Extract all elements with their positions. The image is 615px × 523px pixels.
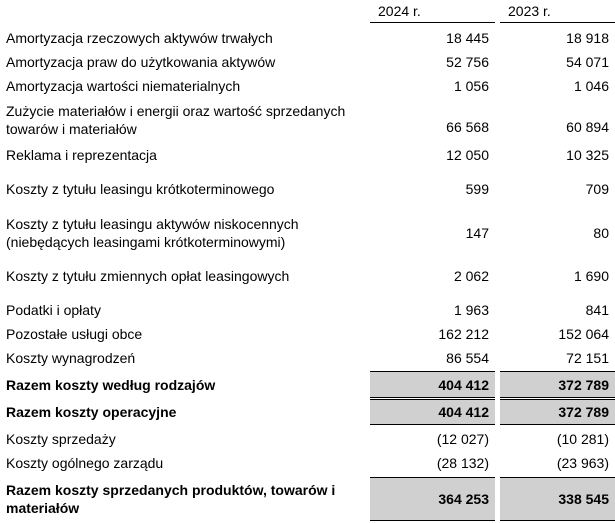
value-2024: 66 568	[446, 119, 489, 135]
value-2023: 372 789	[500, 371, 615, 398]
row-label: Zużycie materiałów i energii oraz wartość sprzedanych towarów i materiałów	[6, 103, 346, 137]
value-2023: 72 151	[566, 350, 609, 366]
table-row	[0, 142, 615, 168]
row-label: Koszty z tytułu leasingu aktywów niskocennych (niebędących leasingami krótkoterminowymi)	[6, 216, 299, 250]
row-label: Koszty ogólnego zarządu	[6, 455, 164, 471]
table-row	[0, 173, 615, 205]
table-row	[0, 346, 615, 370]
value-2023: 60 894	[566, 119, 609, 135]
value-2023: 10 325	[566, 147, 609, 163]
value-2024: 599	[465, 181, 489, 197]
value-2024: 1 963	[453, 302, 489, 318]
row-label: Amortyzacja praw do użytkowania aktywów	[6, 54, 276, 70]
row-label: Koszty sprzedaży	[6, 431, 116, 447]
table-row	[0, 50, 615, 74]
table-row	[0, 261, 615, 291]
table-row	[0, 99, 615, 141]
value-2023: 841	[585, 302, 609, 318]
value-2023: 152 064	[558, 326, 609, 342]
table-row	[0, 297, 615, 323]
value-2024: 1 056	[453, 78, 489, 94]
row-label: Razem koszty według rodzajów	[6, 376, 216, 393]
row-label: Koszty wynagrodzeń	[6, 350, 136, 366]
table-row-total	[0, 399, 615, 425]
row-label: Reklama i reprezentacja	[6, 147, 157, 163]
value-2023: 54 071	[566, 54, 609, 70]
header-year-2023: 2023 r.	[500, 0, 615, 23]
table-row	[0, 451, 615, 475]
value-2023: 338 545	[500, 477, 615, 521]
row-label: Amortyzacja rzeczowych aktywów trwałych	[6, 30, 273, 46]
value-2024: 18 445	[446, 30, 489, 46]
table-row-total	[0, 371, 615, 398]
row-label: Razem koszty operacyjne	[6, 404, 177, 420]
value-2023: 1 690	[573, 268, 609, 284]
value-2023: 18 918	[566, 30, 609, 46]
table-row	[0, 427, 615, 451]
row-label: Podatki i opłaty	[6, 302, 101, 318]
value-2024: 52 756	[446, 54, 489, 70]
row-label: Pozostałe usługi obce	[6, 326, 143, 342]
table-row	[0, 74, 615, 98]
value-2023: 80	[593, 225, 609, 241]
table-row	[0, 26, 615, 50]
row-label: Razem koszty sprzedanych produktów, towarów i materiałów	[6, 482, 336, 516]
header-year-2024: 2024 r.	[370, 0, 495, 23]
value-2023: 709	[585, 181, 609, 197]
row-label: Koszty z tytułu leasingu krótkoterminowego	[6, 181, 275, 197]
row-label: Amortyzacja wartości niematerialnych	[6, 78, 241, 94]
value-2024: 2 062	[453, 268, 489, 284]
row-label: Koszty z tytułu zmiennych opłat leasingowych	[6, 268, 290, 284]
value-2024: 12 050	[446, 147, 489, 163]
value-2024: (12 027)	[436, 431, 489, 447]
value-2024: (28 132)	[436, 455, 489, 471]
value-2024: 364 253	[370, 477, 495, 521]
table-row	[0, 210, 615, 256]
value-2023: (23 963)	[556, 455, 609, 471]
value-2024: 404 412	[370, 371, 495, 398]
table-row-total	[0, 477, 615, 521]
value-2024: 147	[465, 225, 489, 241]
value-2023: 372 789	[500, 399, 615, 425]
value-2023: (10 281)	[556, 431, 609, 447]
table-row	[0, 322, 615, 346]
value-2023: 1 046	[573, 78, 609, 94]
value-2024: 162 212	[438, 326, 489, 342]
value-2024: 404 412	[370, 399, 495, 425]
value-2024: 86 554	[446, 350, 489, 366]
